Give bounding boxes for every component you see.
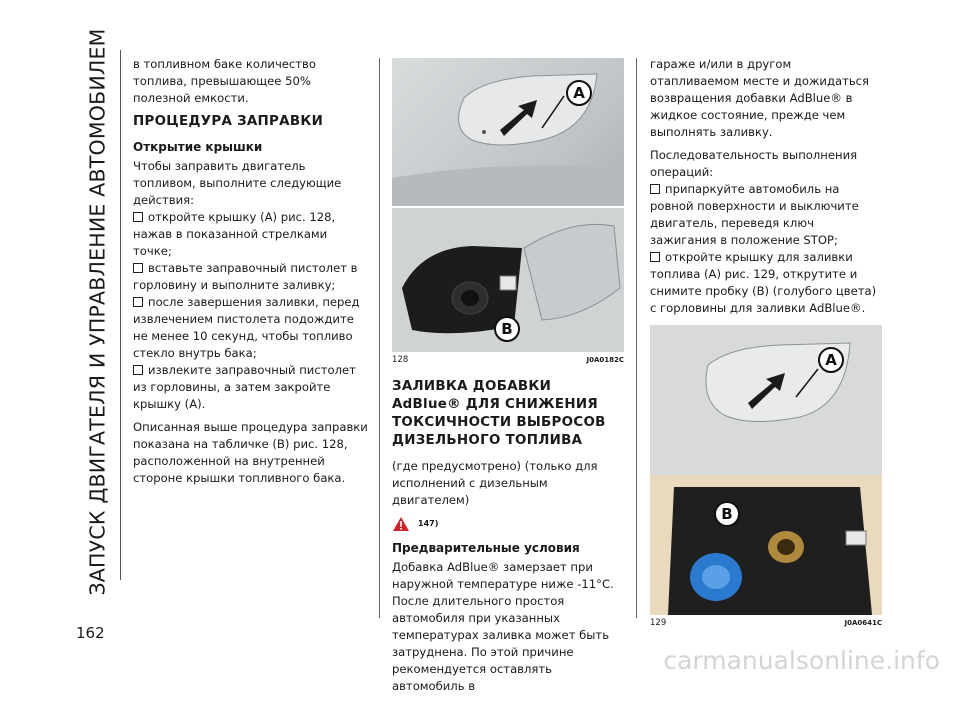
bullet-item: извлеките заправочный пистолет из горловины, а затем закройте крышку (A). <box>133 363 356 411</box>
warning-reference <box>392 515 624 532</box>
chapter-side-title <box>78 28 118 596</box>
fig129-label-b: B <box>714 501 740 527</box>
checkbox-bullet-icon <box>133 365 143 375</box>
checkbox-bullet-icon <box>133 297 143 307</box>
lead-paragraph: Чтобы заправить двигатель топливом, выполните следующие действия: <box>133 159 342 207</box>
fig128-label-b: B <box>494 316 520 342</box>
fig129-label-a: A <box>818 347 844 373</box>
page-number: 162 <box>76 624 105 642</box>
sequence-paragraph: Последовательность выполнения операций: <box>650 148 858 179</box>
column-2 <box>392 58 624 701</box>
fig128-caption <box>392 352 624 368</box>
subheading-open-cap: Открытие крышки <box>133 140 263 154</box>
fig128-open-flap-photo <box>392 208 624 352</box>
fig128-number: 128 <box>392 354 409 365</box>
side-rule <box>120 50 121 580</box>
fig129-photo <box>650 325 882 615</box>
figure-128 <box>392 58 624 368</box>
adblue-note: (где предусмотрено) (только для исполнений с дизельным двигателем) <box>392 459 598 507</box>
checkbox-bullet-icon <box>133 212 143 222</box>
column-divider <box>636 58 637 618</box>
fig129-illustration <box>650 325 882 615</box>
fig128-closed-flap-photo <box>392 58 624 206</box>
figure-129 <box>650 325 882 631</box>
bullet-item: откройте крышку (A) рис. 128, нажав в показанной стрелками точке; <box>133 210 336 258</box>
chapter-title-text: ЗАПУСК ДВИГАТЕЛЯ И УПРАВЛЕНИЕ АВТОМОБИЛЕМ <box>86 28 111 596</box>
bullet-item: припаркуйте автомобиль на ровной поверхности и выключите двигатель, переведя ключ зажигания в положение STOP; <box>650 182 859 247</box>
site-watermark: carmanualsonline.info <box>663 646 940 675</box>
fig128-top-illustration <box>392 58 624 206</box>
fig129-code: J0A0641C <box>844 618 882 627</box>
column-1 <box>133 56 369 493</box>
bullet-item: вставьте заправочный пистолет в горловину и выполните заливку; <box>133 261 358 292</box>
fig128-label-a: A <box>566 80 592 106</box>
bullet-item: после завершения заливки, перед извлечением пистолета подождите не менее 10 секунд, чтобы топливо стекло внутрь бака; <box>133 295 360 360</box>
section-heading-refuel: ПРОЦЕДУРА ЗАПРАВКИ <box>133 114 324 129</box>
fuel-label-sticker <box>500 276 516 290</box>
section-heading-adblue: ЗАЛИВКА ДОБАВКИ AdBlue® ДЛЯ СНИЖЕНИЯ ТОКСИЧНОСТИ ВЫБРОСОВ ДИЗЕЛЬНОГО ТОПЛИВА <box>392 379 606 448</box>
subheading-preconditions: Предварительные условия <box>392 541 580 555</box>
column-divider <box>379 58 380 618</box>
bullet-item: откройте крышку для заливки топлива (A) рис. 129, открутите и снимите пробку (B) (голубого цвета) с горловины для заливки AdBlue®. <box>650 250 877 315</box>
preconditions-paragraph: Добавка AdBlue® замерзает при наружной температуре ниже -11°C. После длительного простоя автомобиля при указанных температурах заливка может быть затруднена. По этой причине рекомендуется оставлять автомобиль в <box>392 560 614 693</box>
fig129-number: 129 <box>650 617 667 628</box>
column-3 <box>650 56 882 631</box>
intro-paragraph: в топливном баке количество топлива, превышающее 50% полезной емкости. <box>133 57 316 105</box>
warning-ref-number: 147) <box>418 519 439 528</box>
fig128-code: J0A0182C <box>586 355 624 364</box>
warning-triangle-icon <box>392 516 410 532</box>
checkbox-bullet-icon <box>133 263 143 273</box>
fig129-caption <box>650 615 882 631</box>
checkbox-bullet-icon <box>650 184 660 194</box>
garage-paragraph: гараже и/или в другом отапливаемом месте и дожидаться возвращения добавки AdBlue® в жидкое состояние, прежде чем выполнять заливку. <box>650 57 870 139</box>
checkbox-bullet-icon <box>650 252 660 262</box>
closing-paragraph: Описанная выше процедура заправки показана на табличке (B) рис. 128, расположенной на внутренней стороне крышки топливного бака. <box>133 420 368 485</box>
